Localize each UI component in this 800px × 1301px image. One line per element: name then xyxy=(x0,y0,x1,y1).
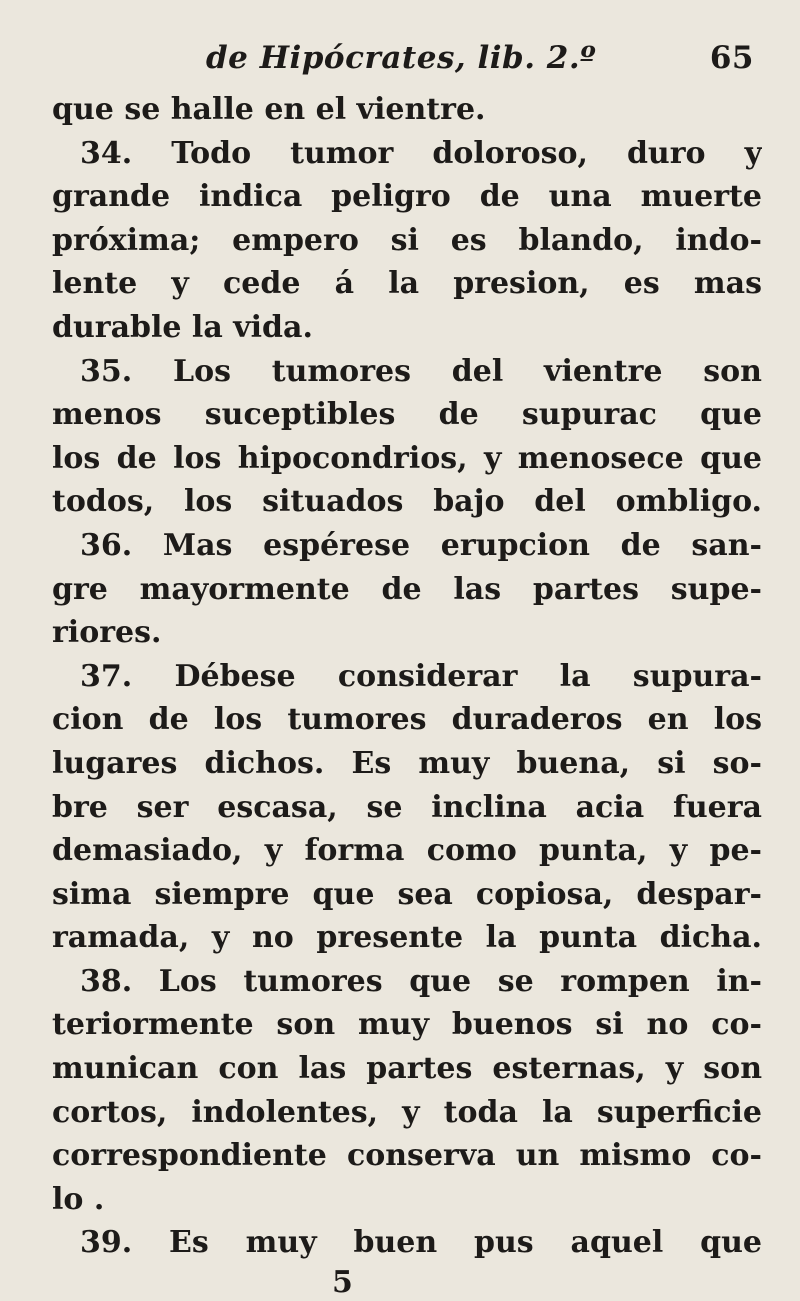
text-line: próxima; empero si es blando, indo- xyxy=(52,222,762,258)
text-line: cortos, indolentes, y toda la superficie xyxy=(52,1094,762,1130)
text-line: riores. xyxy=(52,615,162,651)
running-head xyxy=(52,40,762,88)
text-line: grande indica peligro de una muerte xyxy=(52,179,762,215)
text-line: todos, los situados bajo del ombligo. xyxy=(52,484,762,520)
text-line: 37. Débese considerar la supura- xyxy=(80,658,762,694)
text-line: menos suceptibles de supurac que xyxy=(52,397,762,433)
text-line: 35. Los tumores del vientre son xyxy=(80,353,762,389)
text-line: durable la vida. xyxy=(52,309,313,345)
page-number: 65 xyxy=(709,40,754,76)
text-line: lente y cede á la presion, es mas xyxy=(52,266,762,302)
text-line: teriormente son muy buenos si no co- xyxy=(52,1007,762,1043)
text-line: lo . xyxy=(52,1181,105,1217)
text-line: lugares dichos. Es muy buena, si so- xyxy=(52,745,762,781)
text-line: demasiado, y forma como punta, y pe- xyxy=(52,833,762,869)
text-line: 39. Es muy buen pus aquel que xyxy=(80,1225,762,1261)
text-line: cion de los tumores duraderos en los xyxy=(52,702,762,738)
text-line: 36. Mas espérese erupcion de san- xyxy=(80,527,762,563)
text-line: munican con las partes esternas, y son xyxy=(52,1051,762,1087)
text-line: que se halle en el vientre. xyxy=(52,92,486,127)
text-line: los de los hipocondrios, y menosece que xyxy=(52,440,762,476)
text-line: 38. Los tumores que se rompen in- xyxy=(80,963,762,999)
text-line: sima siempre que sea copiosa, despar- xyxy=(52,876,762,912)
body-text xyxy=(52,88,762,1265)
text-line: gre mayormente de las partes supe- xyxy=(52,571,762,607)
text-line: 34. Todo tumor doloroso, duro y xyxy=(80,135,762,171)
text-line: ramada, y no presente la punta dicha. xyxy=(52,920,762,956)
text-line: bre ser escasa, se inclina acia fuera xyxy=(52,789,762,825)
text-line: correspondiente conserva un mismo co- xyxy=(52,1138,762,1174)
running-title: de Hipócrates, lib. 2.º xyxy=(206,40,597,76)
signature-mark: 5 xyxy=(332,1265,353,1301)
